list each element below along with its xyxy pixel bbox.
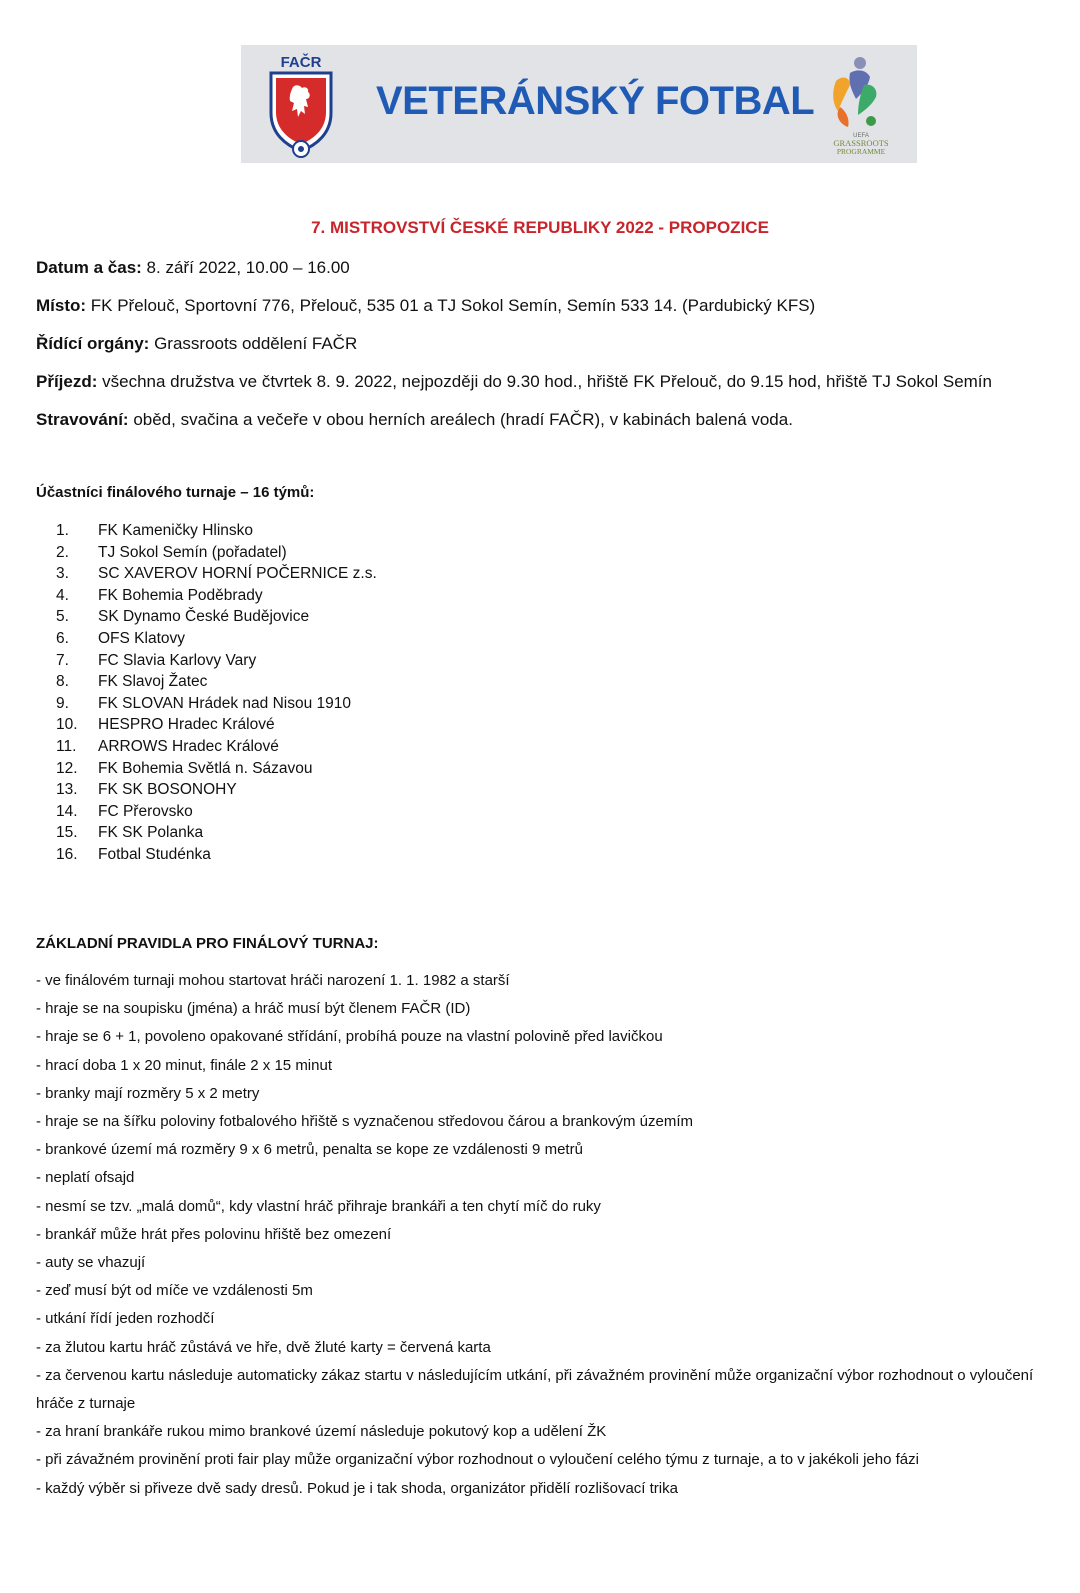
info-stravovani-label: Stravování: [36, 410, 129, 429]
list-item [0, 758, 600, 780]
rule-item: - hraje se na šířku poloviny fotbalového hřiště s vyznačenou středovou čárou a brankovým územím [36, 1113, 693, 1131]
team-number: 5. [56, 608, 69, 626]
rule-item: - při závažném provinění proti fair play může organizační výbor rozhodnout o vyloučení celého týmu z turnaje, a to v jakékoli jeho fázi [36, 1451, 919, 1469]
list-item [0, 563, 600, 585]
team-number: 3. [56, 565, 69, 583]
info-misto-value: FK Přelouč, Sportovní 776, Přelouč, 535 01 a TJ Sokol Semín, Semín 533 14. (Pardubický KFS) [86, 296, 816, 315]
team-number: 10. [56, 716, 78, 734]
team-name: TJ Sokol Semín (pořadatel) [98, 543, 287, 561]
rule-item: - ve finálovém turnaji mohou startovat hráči narození 1. 1. 1982 a starší [36, 972, 510, 989]
rule-item: - za hraní brankáře rukou mimo brankové území následuje pokutový kop a udělení ŽK [36, 1423, 607, 1441]
list-item [0, 650, 600, 672]
team-number: 7. [56, 651, 69, 669]
rule-item: - utkání řídí jeden rozhodčí [36, 1310, 215, 1328]
list-item [0, 628, 600, 650]
grassroots-programme-logo [816, 51, 906, 157]
list-item [0, 779, 600, 801]
team-name: FK SLOVAN Hrádek nad Nisou 1910 [98, 694, 352, 712]
list-item [0, 714, 600, 736]
rules-list [36, 967, 1046, 1503]
team-number: 13. [56, 781, 78, 799]
info-stravovani [36, 410, 793, 430]
list-item [0, 542, 600, 564]
info-prijezd-value: všechna družstva ve čtvrtek 8. 9. 2022, nejpozději do 9.30 hod., hřiště FK Přelouč, do 9.15 hod, hřiště TJ Sokol Semín [97, 372, 992, 391]
team-name: OFS Klatovy [98, 629, 185, 647]
team-number: 14. [56, 802, 78, 820]
team-name: FK Kameničky Hlinsko [98, 522, 254, 539]
team-name: HESPRO Hradec Králové [98, 716, 275, 734]
team-number: 1. [56, 522, 69, 539]
rule-item: - nesmí se tzv. „malá domů“, kdy vlastní hráč přihraje brankáři a ten chytí míč do ruky [36, 1197, 601, 1215]
team-name: FK Slavoj Žatec [98, 673, 208, 691]
list-item [0, 801, 600, 823]
team-name: FC Slavia Karlovy Vary [98, 651, 257, 669]
uefa-label: UEFA [853, 133, 869, 139]
crest-label: FAČR [280, 54, 322, 71]
rule-item: - hrací doba 1 x 20 minut, finále 2 x 15 minut [36, 1056, 332, 1074]
info-prijezd-label: Příjezd: [36, 372, 98, 391]
team-number: 16. [56, 845, 78, 863]
team-name: Fotbal Studénka [98, 845, 211, 863]
rule-item: - hraje se 6 + 1, povoleno opakované střídání, probíhá pouze na vlastní polovině před lavičkou [36, 1028, 663, 1046]
team-name: FK Bohemia Světlá n. Sázavou [98, 759, 313, 777]
team-name: SC XAVEROV HORNÍ POČERNICE z.s. [98, 565, 377, 583]
rule-item: - brankář může hrát přes polovinu hřiště bez omezení [36, 1225, 392, 1243]
team-number: 9. [56, 694, 69, 712]
info-misto [36, 296, 815, 316]
list-item [0, 822, 600, 844]
teams-list [0, 520, 600, 866]
team-name: SK Dynamo České Budějovice [98, 608, 310, 626]
rule-item: - brankové území má rozměry 9 x 6 metrů, penalta se kope ze vzdálenosti 9 metrů [36, 1141, 583, 1159]
info-ridici-value: Grassroots oddělení FAČR [149, 334, 358, 353]
banner-title: VETERÁNSKÝ FOTBAL [376, 79, 815, 123]
team-name: FC Přerovsko [98, 802, 193, 820]
team-name: ARROWS Hradec Králové [98, 737, 279, 755]
list-item [0, 693, 600, 715]
list-item [0, 736, 600, 758]
team-name: FK SK BOSONOHY [98, 781, 237, 799]
list-item [0, 671, 600, 693]
list-item [0, 520, 600, 542]
rule-item: - zeď musí být od míče ve vzdálenosti 5m [36, 1282, 313, 1300]
team-number: 6. [56, 629, 69, 647]
info-datum-label: Datum a čas: [36, 258, 142, 277]
team-number: 2. [56, 543, 69, 561]
team-name: FK SK Polanka [98, 824, 204, 842]
info-misto-label: Místo: [36, 296, 87, 315]
programme-label: PROGRAMME [836, 147, 886, 156]
rule-item: - auty se vhazují [36, 1254, 146, 1272]
rule-item: - každý výběr si přiveze dvě sady dresů. Pokud je i tak shoda, organizátor přidělí rozlišovací trika [36, 1479, 678, 1497]
rule-item: - za žlutou kartu hráč zůstává ve hře, dvě žluté karty = červená karta [36, 1338, 491, 1356]
document-title: 7. MISTROVSTVÍ ČESKÉ REPUBLIKY 2022 - PROPOZICE [311, 218, 769, 237]
grassroots-label: GRASSROOTS [833, 138, 889, 148]
info-ridici [36, 334, 357, 354]
rule-item: - branky mají rozměry 5 x 2 metry [36, 1084, 260, 1102]
rule-item: - hraje se na soupisku (jména) a hráč musí být členem FAČR (ID) [36, 1000, 471, 1018]
team-number: 4. [56, 586, 69, 604]
facr-crest-logo [265, 51, 337, 159]
team-number: 11. [56, 737, 77, 755]
rules-heading: ZÁKLADNÍ PRAVIDLA PRO FINÁLOVÝ TURNAJ: [36, 935, 379, 952]
team-number: 15. [56, 824, 78, 842]
list-item [0, 844, 600, 866]
rule-item: - neplatí ofsajd [36, 1169, 135, 1187]
header-banner [241, 45, 917, 163]
list-item [0, 606, 600, 628]
team-name: FK Bohemia Poděbrady [98, 586, 263, 604]
info-datum-value: 8. září 2022, 10.00 – 16.00 [141, 258, 350, 277]
teams-heading: Účastníci finálového turnaje – 16 týmů: [36, 484, 315, 501]
info-stravovani-value: oběd, svačina a večeře v obou herních areálech (hradí FAČR), v kabinách balená voda. [128, 410, 793, 429]
info-ridici-label: Řídící orgány: [36, 334, 150, 353]
list-item [0, 585, 600, 607]
info-prijezd [36, 372, 992, 392]
info-datum [36, 258, 350, 278]
team-number: 8. [56, 673, 69, 691]
rule-item: - za červenou kartu následuje automaticky zákaz startu v následujícím utkání, při závažném provinění může organizační výbor rozhodnout o vyloučení hráče z turnaje [36, 1366, 1034, 1413]
team-number: 12. [56, 759, 78, 777]
